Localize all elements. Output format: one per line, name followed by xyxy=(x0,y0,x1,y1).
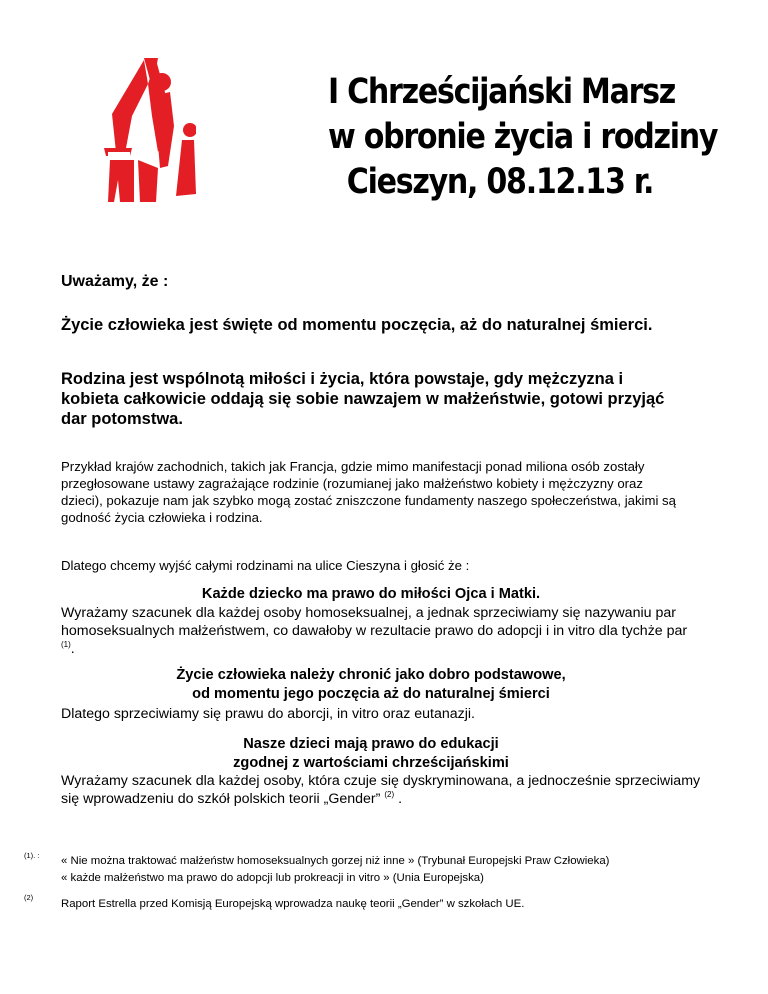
point-1-text xyxy=(61,604,701,658)
footnote-ref-2: (2) xyxy=(384,790,395,799)
footnote-mark-1: (1). : xyxy=(24,851,40,860)
point-3-heading xyxy=(61,735,681,773)
lead-statement-life: Życie człowieka jest święte od momentu poczęcia, aż do naturalnej śmierci. xyxy=(61,316,653,334)
point-1-heading: Każde dziecko ma prawo do miłości Ojca i Matki. xyxy=(201,586,541,602)
title-line-1: I Chrześcijański Marsz xyxy=(328,72,676,112)
point-1-end: . xyxy=(70,641,75,657)
footnote-1 xyxy=(61,853,741,887)
point-2-text: Dlatego sprzeciwiamy się prawu do aborcji, in vitro oraz eutanazji. xyxy=(61,706,475,722)
point-2-heading-line-2: od momentu jego poczęcia aż do naturalnej śmierci xyxy=(192,686,550,702)
point-3-body: Wyrażamy szacunek dla każdej osoby, która czuje się dyskryminowana, a jednocześnie sprzeciwiamy się wprowadzeniu do szkół polskich teorii „Gender” xyxy=(61,773,701,807)
page-title xyxy=(328,70,718,205)
title-line-2: w obronie życia i rodziny xyxy=(328,117,718,157)
march-call-paragraph: Dlatego chcemy wyjść całymi rodzinami na ulice Cieszyna i głosić że : xyxy=(61,558,470,573)
footnote-mark-2: (2) xyxy=(24,893,34,902)
point-3-heading-line-1: Nasze dzieci mają prawo do edukacji xyxy=(243,736,499,752)
title-line-3: Cieszyn, 08.12.13 r. xyxy=(346,162,654,202)
point-2-heading xyxy=(61,666,681,704)
point-3-end: . xyxy=(398,791,403,807)
footnote-ref-1: (1) xyxy=(61,640,71,649)
point-2-heading-line-1: Życie człowieka należy chronić jako dobro podstawowe, xyxy=(176,667,566,683)
footnote-2: Raport Estrella przed Komisją Europejską wprowadza naukę teorii „Gender” w szkołach UE. xyxy=(61,898,525,910)
footnote-1-line-a: « Nie można traktować małżeństw homoseksualnych gorzej niż inne » (Trybunał Europejski Praw Człowieka) xyxy=(61,855,610,867)
point-3-heading-line-2: zgodnej z wartościami chrześcijańskimi xyxy=(233,755,509,771)
point-1-body: Wyrażamy szacunek dla każdej osoby homoseksualnej, a jednak sprzeciwiamy się nazywaniu par homoseksualnych małżeństwem, co dawałoby w rezultacie prawo do adopcji i in vitro dla tychże par xyxy=(61,605,688,639)
footnote-1-line-b: « każde małżeństwo ma prawo do adopcji lub prokreacji in vitro » (Unia Europejska) xyxy=(61,872,484,884)
holy-family-logo-icon xyxy=(104,56,196,204)
point-3-text xyxy=(61,772,701,808)
western-example-paragraph: Przykład krajów zachodnich, takich jak Francja, gdzie mimo manifestacji ponad miliona osób zostały przegłosowane ustawy zagrażające rodzinie (rozumianej jako małżeństwo kobiety i mężczyzny oraz dzieci), pokazuje nam jak szybko mogą zostać zniszczone fundamenty naszego społeczeństwa, jakimi są godność życia człowieka i rodzina. xyxy=(61,459,676,525)
lead-statement-family: Rodzina jest wspólnotą miłości i życia, która powstaje, gdy mężczyzna i kobieta całkowicie oddają się sobie nawzajem w małżeństwie, gotowi przyjąć dar potomstwa. xyxy=(61,370,665,428)
intro-heading: Uważamy, że : xyxy=(61,273,169,290)
